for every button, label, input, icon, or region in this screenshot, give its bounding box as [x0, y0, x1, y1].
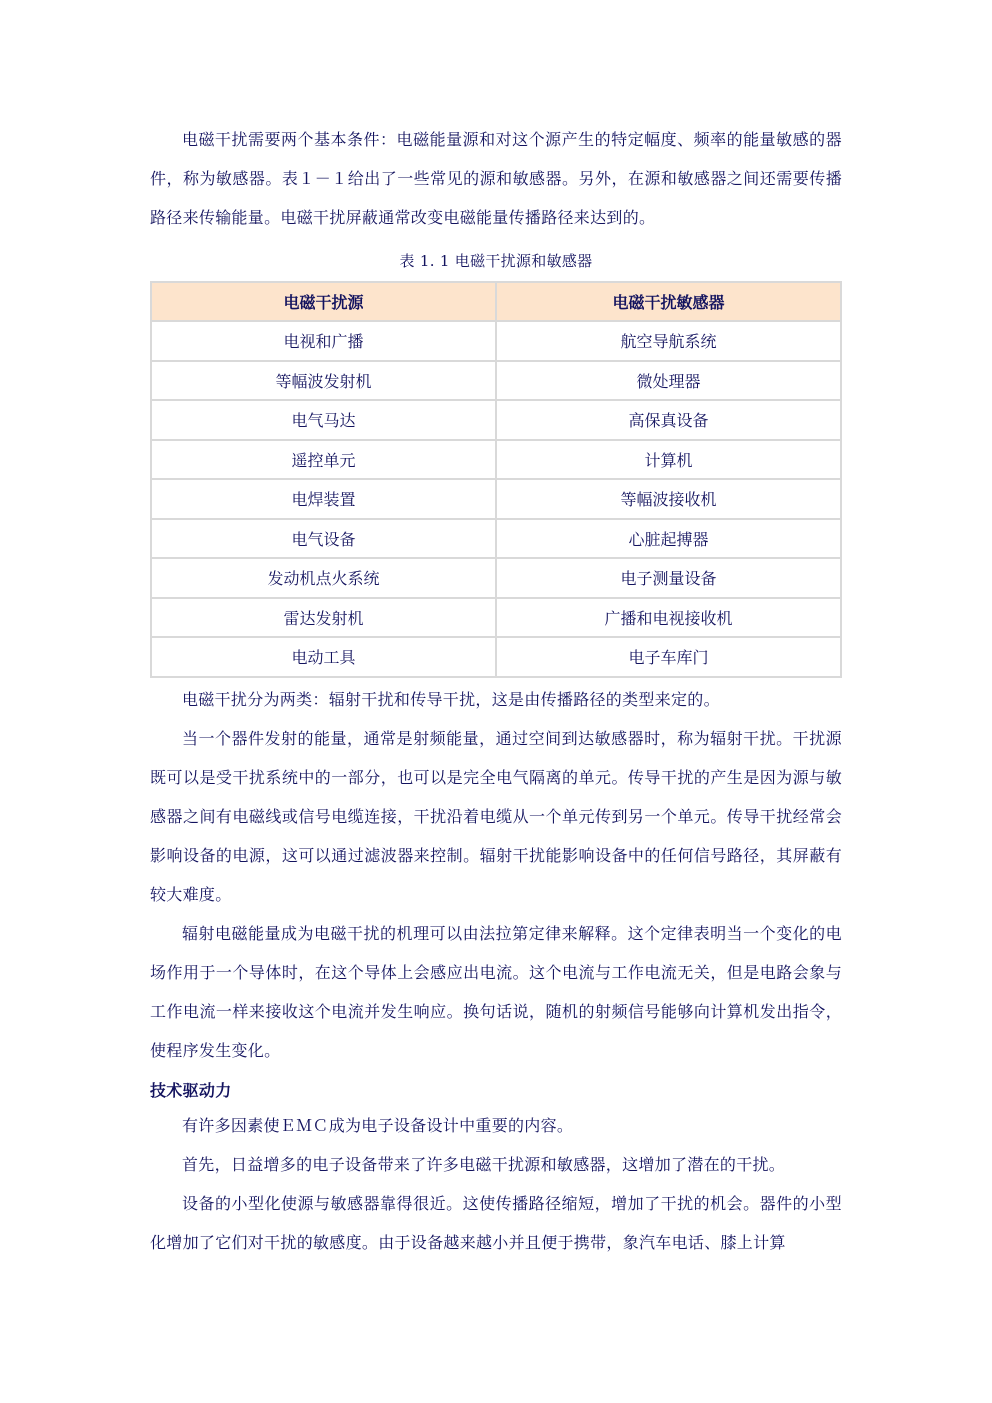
sensor-cell: 高保真设备: [496, 400, 841, 440]
table-row: [151, 440, 841, 480]
table-row: [151, 321, 841, 361]
sensor-cell: 计算机: [496, 440, 841, 480]
emi-table: [150, 281, 842, 678]
source-cell: 等幅波发射机: [151, 361, 496, 401]
paragraph-interference-types: 电磁干扰分为两类：辐射干扰和传导干扰，这是由传播路径的类型来定的。: [182, 689, 720, 709]
header-emi-sensor: 电磁干扰敏感器: [496, 282, 841, 321]
table-row: [151, 519, 841, 559]
section-heading: 技术驱动力: [150, 1080, 232, 1100]
paragraph-more-devices: 首先，日益增多的电子设备带来了许多电磁干扰源和敏感器，这增加了潜在的干扰。: [182, 1154, 786, 1174]
intro-paragraph: 电磁干扰需要两个基本条件：电磁能量源和对这个源产生的特定幅度、频率的能量敏感的器件，称为敏感器。表１－１给出了一些常见的源和敏感器。另外，在源和敏感器之间还需要传播路径来传输能量。电磁干扰屏蔽通常改变电磁能量传播路径来达到的。: [150, 130, 842, 227]
table-row: [151, 637, 841, 677]
sensor-cell: 微处理器: [496, 361, 841, 401]
source-cell: 电气设备: [151, 519, 496, 559]
paragraph-emc-factors: 有许多因素使ＥＭＣ成为电子设备设计中重要的内容。: [182, 1115, 574, 1135]
table-row: [151, 361, 841, 401]
table-header-row: [151, 282, 841, 321]
sensor-cell: 航空导航系统: [496, 321, 841, 361]
table-row: [151, 400, 841, 440]
table-row: [151, 479, 841, 519]
sensor-cell: 广播和电视接收机: [496, 598, 841, 638]
table-row: [151, 558, 841, 598]
sensor-cell: 等幅波接收机: [496, 479, 841, 519]
sensor-cell: 心脏起搏器: [496, 519, 841, 559]
header-emi-source: 电磁干扰源: [151, 282, 496, 321]
document-page: [150, 120, 842, 1262]
source-cell: 电动工具: [151, 637, 496, 677]
paragraph-faraday-law: 辐射电磁能量成为电磁干扰的机理可以由法拉第定律来解释。这个定律表明当一个变化的电场作用于一个导体时，在这个导体上会感应出电流。这个电流与工作电流无关，但是电路会象与工作电流一样来接收这个电流并发生响应。换句话说，随机的射频信号能够向计算机发出指令，使程序发生变化。: [150, 923, 842, 1060]
source-cell: 雷达发射机: [151, 598, 496, 638]
source-cell: 电气马达: [151, 400, 496, 440]
source-cell: 电焊装置: [151, 479, 496, 519]
table-row: [151, 598, 841, 638]
source-cell: 发动机点火系统: [151, 558, 496, 598]
paragraph-radiated-conducted: 当一个器件发射的能量，通常是射频能量，通过空间到达敏感器时，称为辐射干扰。干扰源既可以是受干扰系统中的一部分，也可以是完全电气隔离的单元。传导干扰的产生是因为源与敏感器之间有电磁线或信号电缆连接，干扰沿着电缆从一个单元传到另一个单元。传导干扰经常会影响设备的电源，这可以通过滤波器来控制。辐射干扰能影响设备中的任何信号路径，其屏蔽有较大难度。: [150, 728, 842, 904]
paragraph-miniaturization: 设备的小型化使源与敏感器靠得很近。这使传播路径缩短，增加了干扰的机会。器件的小型化增加了它们对干扰的敏感度。由于设备越来越小并且便于携带，象汽车电话、膝上计算: [150, 1193, 842, 1252]
source-cell: 遥控单元: [151, 440, 496, 480]
sensor-cell: 电子测量设备: [496, 558, 841, 598]
source-cell: 电视和广播: [151, 321, 496, 361]
sensor-cell: 电子车库门: [496, 637, 841, 677]
table-caption: 表 1. 1 电磁干扰源和敏感器: [399, 252, 593, 270]
